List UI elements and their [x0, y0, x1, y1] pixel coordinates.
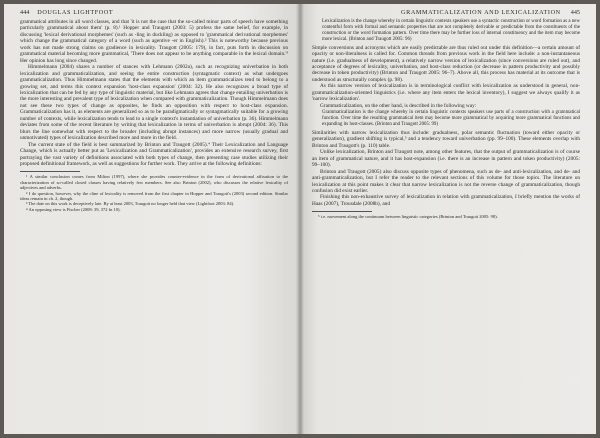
- paragraph: Brinton and Traugott (2005) also discuss opposite types of phenomena, such as de- and anti-lexicalization, and de- and anti-grammaticalization, but I refer the reader to the relevant sections of this volume for those topics. The literature on lexicalization at this point makes it clear that narrow lexicalization is not the reverse change of grammaticalization, though confusion did exist earlier.: [312, 168, 580, 194]
- right-page: [300, 4, 596, 434]
- paragraph: Finishing this non-exhaustive survey of lexicalization in relation with grammaticalization, I briefly mention the works of Haas (2007), Trousdale (2008b), and: [312, 194, 580, 207]
- block-quote: Grammaticalization is the change whereby in certain linguistic contexts speakers use parts of a construction with a grammatical function. Over time the resulting grammatical item may become more grammatical by acquiring more grammatical functions and expanding its host-classes. (Brinton and Traugott 2005: 99): [322, 110, 580, 127]
- footnote-rule: [20, 171, 80, 172]
- paragraph: The current state of the field is best summarized by Brinton and Traugott (2005).⁴ Their Lexicalization and Language Change, which is actually better put as 'Lexicalization and Grammaticalization', provides an extensive research survey, first portraying the vast variety of definitions associated with both types of change, then presenting case studies utilizing their proposed definitional framework, as well as suggestions for further work. They arrive at the following definitions:: [20, 141, 288, 167]
- book-spine-shadow: [296, 4, 304, 434]
- right-running-head: [312, 9, 580, 16]
- paragraph: grammatical attributes in all word classes, and that 'it is not the case that the so-called minor parts of speech have something particularly grammatical about them' (p. 8).¹ Hopper and Traugott (2003: 5) profess the same belief, for example, in discussing 'lexical derivational morphemes' (such as -ling in duckling) as opposed to 'grammatical derivational morphemes' which change the grammatical category of a word (such as agentive -er in English).² This is noteworthy because previous work has not made strong claims on gradience in lexicality. Traugott (2005: 179), in fact, puts forth in discussion on grammatical material becoming more grammatical, 'There does not appear to be anything comparable in the lexical domain.'³ Her opinion has long since changed.: [20, 19, 288, 64]
- paragraph: Himmelmann (2004) shares a number of stances with Lehmann (2002a), such as recognizing univerbation in both lexicalization and grammaticalization, and seeing the entire construction (syntagmatic context) as what undergoes grammaticalization. Thus Himmelmann states that the elements with which an item grammaticalizes tend to belong to a growing set, and terms this context expansion 'host-class expansion' (2004: 32). He also recognizes a broad type of lexicalization that can be fed by any type of linguistic material, but like Lehmann agrees that change entailing univerbation is the more interesting and prevalent type of lexicalization when compared with grammaticalization. Though Himmelmann does not see these two types of change as opposites, he finds an opposition with respect to host-class expansion. Grammaticalization has it, as elements are generalized so as to be paradigmatically or syntagmatically suitable for a growing number of contexts, while lexicalization tends to lead to a single context's instantiation of univerbation (p. 36). Himmelmann deviates from some of the recent literature by writing that lexicalization in terms of univerbation is abrupt (2004: 36). This blurs the line somewhat with respect to the broader (including abrupt instances) and more narrow (usually gradual and unmotivated) types of lexicalization described more and more in the field.: [20, 64, 288, 142]
- left-footnotes: [20, 174, 288, 212]
- footnote: ² I do question, however, why the cline of lexicality is removed from the first chapter in Hopper and Traugott's (2003) second edition. Similar ideas remain in ch. 2, though.: [20, 190, 288, 202]
- right-running-title: GRAMMATICALIZATION AND LEXICALIZATION: [401, 9, 561, 16]
- paragraph: Grammaticalization, on the other hand, is described in the following way:: [320, 102, 477, 109]
- left-body: [20, 19, 288, 167]
- left-page: [4, 4, 300, 434]
- footnote: ¹ A similar conclusion comes from Milton (1997), where she provides counter-evidence in the form of derivational affixation to the characterization of so-called closed classes having relatively few members. See also Brinton (2002), who discusses the relative lexicality of adjectives and adverbs.: [20, 174, 288, 191]
- block-quote: Lexicalization is the change whereby in certain linguistic contexts speakers use a syntactic construction or word formation as a new contentful form with formal and semantic properties that are not completely derivable or predictable from the constituents of the construction or the word formation pattern. Over time there may be further loss of internal constituency and the item may become more lexical. (Brinton and Traugott 2005: 96): [322, 19, 580, 42]
- right-page-number: 445: [570, 9, 580, 16]
- paragraph: Unlike lexicalization, Brinton and Traugott note, among other features, that the output of grammaticalization is of course an item of grammatical nature, and it has host-expansion (i.e. there is an increase in pattern and token productivity) (2005: 99–100).: [312, 149, 580, 169]
- paragraph: As this narrow version of lexicalization is in terminological conflict with lexicalization as understood in general, non-grammaticalization-oriented linguistics (i.e. where any item enters the lexical inventory), I suggest we always qualify it as 'narrow lexicalization'.: [312, 83, 580, 103]
- footnote: ⁴ An opposing view is Fischer (2008: 39, 372 fn 10).: [26, 206, 121, 212]
- left-running-head: [20, 9, 288, 16]
- footnote-rule: [312, 211, 372, 212]
- open-book: [4, 4, 596, 434]
- paragraph: Similarities with narrow lexicalization thus include: gradualness, polar semantic fluctuation (toward either opacity or generalization), gradient shifting is typical,⁵ and a tendency toward univerbation (pp. 99–100). These elements overlap with Brinton and Traugott's (p. 110) table.: [312, 129, 580, 149]
- right-body: [312, 19, 580, 207]
- paragraph: Simple conversions and acronyms which are easily predictable are thus ruled out under this definition—a certain amount of opacity or non-literalness is called for. Common threads from previous work in the field here include: a non-instantaneous nature (i.e. gradualness of development), a relatively narrow version of lexicalization (since conversions are ruled out), and acceptance of degrees of lexicality, univerbation, and host-class reduction (or decrease in pattern productivity and possibly decrease in token productivity) (Brinton and Traugott 2005: 96–7). Above all, this process has material at its outcome that is understood as structurally complex (p. 98).: [312, 44, 580, 83]
- left-running-title: DOUGLAS LIGHTFOOT: [37, 9, 114, 16]
- footnote: ³ The date on this work is deceptively late. By at least 2003, Traugott no longer held that view (Lightfoot 2003: 84).: [26, 201, 235, 207]
- left-page-number: 444: [20, 9, 30, 16]
- footnote: ⁵ i.e. movement along the continuum between linguistic categories (Brinton and Traugott 2005: 98).: [318, 214, 498, 220]
- right-footnotes: [312, 214, 580, 219]
